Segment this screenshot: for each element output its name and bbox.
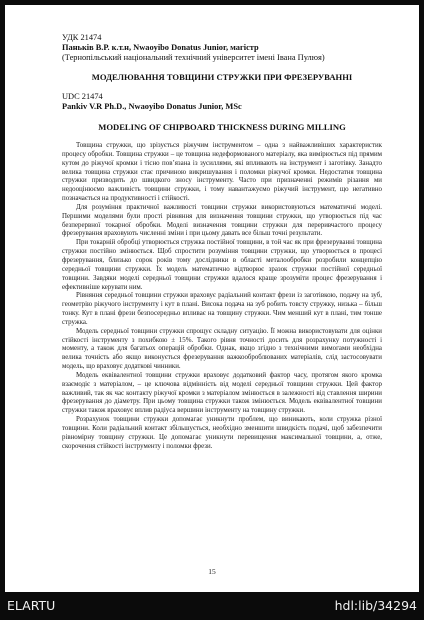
authors-ua: Паньків В.Р. к.т.н, Nwaoyibo Donatus Junior, магістр: [62, 43, 259, 52]
udc-ua: УДК 21474: [62, 33, 102, 42]
paragraph: Розрахунок товщини стружки допомагає уникнути проблем, що виникають, коли стружка різної товщини. Коли радіальний контакт збільшується, необхідно зменшити швидкість подачі, щоб забезпечити рівномірну товщину стружки. Це допомагає уникнути перевищення максимальної товщини, а, отже, скорочення стійкості інструменту і поломки фрези.: [62, 416, 382, 450]
paragraph: Рівняння середньої товщини стружки враховує радіальний контакт фрези із заготівкою, подачу на зуб, геометрію ріжучого інструменту і кут в плані. Висока подача на зуб робить товсту стружку, низька – більш тонку. Кут в плані фрези безпосередньо впливає на товщину стружки. Чим менший кут в плані, тим тонше стружка.: [62, 292, 382, 326]
page-content: [62, 33, 382, 452]
handle-identifier: hdl:lib/34294: [334, 598, 417, 613]
repository-label: ELARTU: [7, 598, 56, 613]
footer-bar: [0, 592, 424, 620]
affiliation-ua: (Тернопільський національний технічний університет імені Івана Пулюя): [62, 53, 325, 62]
title-ua: МОДЕЛЮВАННЯ ТОВЩИНИ СТРУЖКИ ПРИ ФРЕЗЕРУВАННІ: [91, 72, 353, 82]
title-en: MODELING OF CHIPBOARD THICKNESS DURING MILLING: [98, 122, 346, 132]
udc-en: UDC 21474: [62, 92, 103, 101]
paragraph: При токарній обробці утворюється стружка постійної товщини, в той час як при фрезеруванні товщина стружки постійно змінюється. Щоб спростити розуміння товщини стружки, що утворюється в процесі фрезерування, близько сорок років тому дослідники в області металообробки розробили концепцію середньої товщини стружки. Їх модель математично відтворює зразок стружки постійної середньої товщини. Завдяки моделі середньої товщини стружки вдалося краще зрозуміти процес фрезерування і ефективніше керувати ним.: [62, 239, 382, 291]
page-number: 15: [208, 567, 216, 576]
paragraph: Товщина стружки, що зрізується ріжучим інструментом – одна з найважливіших характеристик процесу обробки. Товщина стружки – це товщина недеформованого матеріалу, яка вимірюється під прямим кутом до ріжучої кромки і тісно пов’язана із зусиллями, які впливають на інструмент і заготівку. Занадто велика товщина стружки стає причиною викришування і поломки ріжучої кромки. Недостатня товщина стружки призводить до швидкого зносу інструменту. Часто при призначенні режимів різання ми недооцінюємо важливість товщини стружки, і тому навантажуємо ріжучий інструмент, що негативно позначається на продуктивності і стійкості.: [62, 142, 382, 203]
paragraph: Модель еквівалентної товщини стружки враховує додатковий фактор часу, протягом якого кромка взаємодіє з матеріалом, – це ключова відмінність від моделі середньої товщини стружки. Цей фактор важливий, так як час контакту ріжучої кромки з матеріалом змінюється в залежності від ставлення ширини фрезерування до діаметру. При цьому товщина стружки також змінюється. Модель еквівалентної товщини стружки також враховує вплив радіуса вершини інструменту на товщину стружки.: [62, 371, 382, 415]
article-body: [62, 142, 382, 452]
authors-en: Pankiv V.R Ph.D., Nwaoyibo Donatus Junior, MSc: [62, 102, 242, 111]
paragraph: Модель середньої товщини стружки спрощує складну ситуацію. Її можна використовувати для оцінки стійкості інструменту з похибкою ± 15%. Такого рівня точності досить для розрахунку потужності і моменту, а також для багатьох операцій обробки. Однак, якщо згідно з технічними вимогами необхідна велика точність або якщо виконується фрезерування важкооброблюваних матеріалів, слід застосовувати модель, що враховує додаткові чинники.: [62, 327, 382, 371]
document-page: [5, 5, 419, 592]
paragraph: Для розуміння практичної важливості товщини стружки використовуються математичні моделі. Першими моделями були прості рівняння для визначення товщини стружки, що утворюється під час безперервної токарної обробки. Моделі визначення товщини стружки для переривчастого процесу фрезерування враховують численні зміни і при цьому давать все більш точні результати.: [62, 203, 382, 238]
